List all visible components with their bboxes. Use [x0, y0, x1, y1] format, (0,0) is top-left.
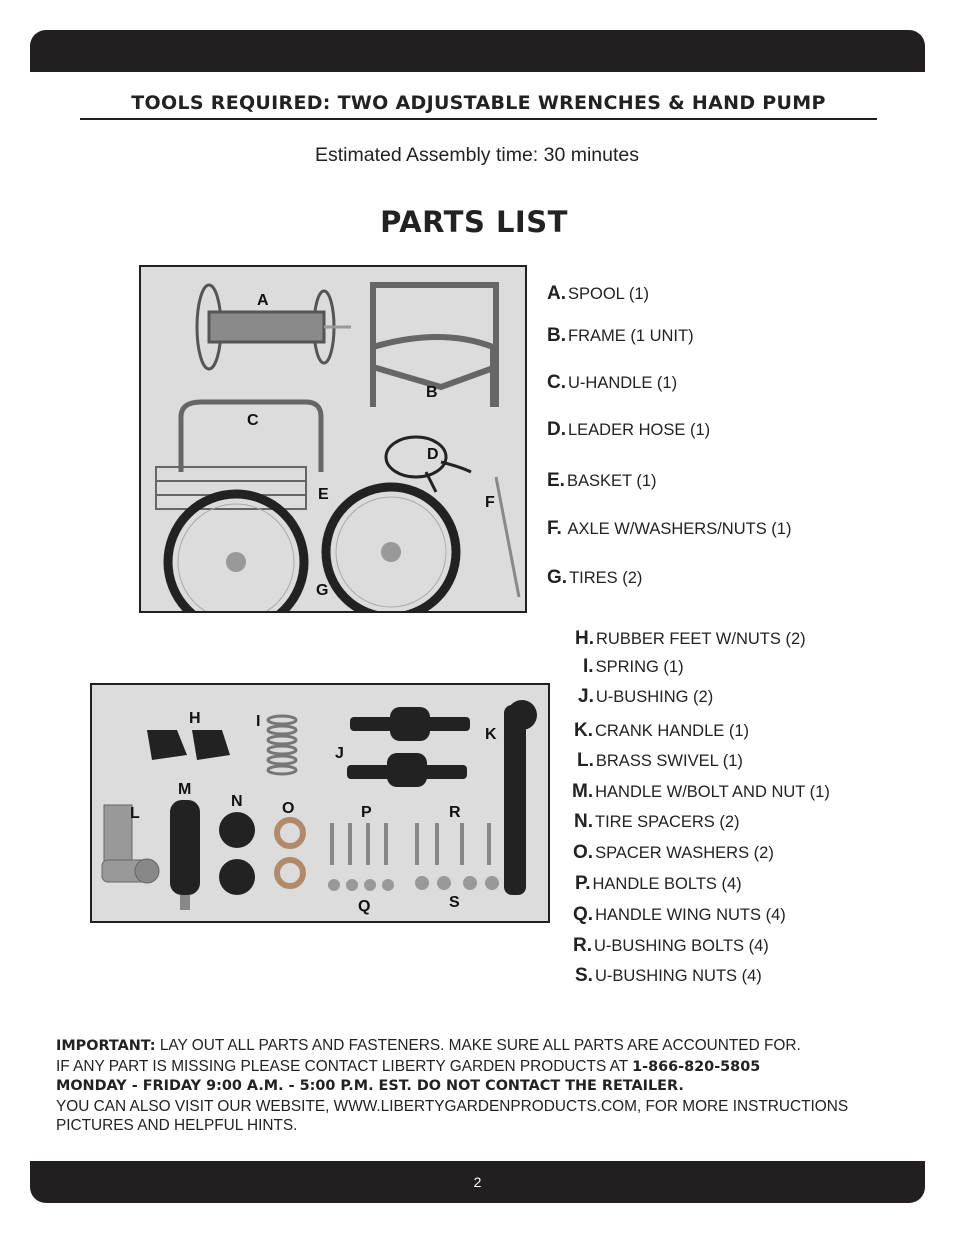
photo-label-b: B: [426, 384, 438, 401]
photo-label-n: N: [231, 793, 243, 810]
important-label: IMPORTANT:: [56, 1038, 156, 1054]
photo-label-j: J: [335, 745, 344, 762]
page-title: PARTS LIST: [380, 205, 568, 239]
photo-label-s: S: [449, 894, 460, 911]
photo-label-d: D: [427, 446, 439, 463]
part-item-b: B. FRAME (1 UNIT): [547, 325, 694, 346]
part-item-j: J. U-BUSHING (2): [578, 686, 714, 707]
part-item-d: D. LEADER HOSE (1): [547, 419, 711, 440]
photo-label-o: O: [282, 800, 295, 817]
part-item-r: R. U-BUSHING BOLTS (4): [573, 935, 769, 956]
part-item-q: Q. HANDLE WING NUTS (4): [573, 904, 786, 925]
part-item-i: I. SPRING (1): [583, 656, 684, 677]
part-item-n: N. TIRE SPACERS (2): [574, 811, 740, 832]
support-hours: MONDAY - FRIDAY 9:00 A.M. - 5:00 P.M. EST. DO NOT CONTACT THE RETAILER.: [56, 1078, 684, 1094]
estimated-time: Estimated Assembly time: 30 minutes: [314, 144, 640, 166]
footer-bar: [30, 1161, 925, 1203]
header-bar: [30, 30, 925, 72]
photo-label-m: M: [178, 781, 192, 798]
photo-label-p: P: [361, 804, 372, 821]
parts-photo-large: [139, 265, 527, 613]
page-number: 2: [473, 1174, 482, 1190]
part-item-o: O. SPACER WASHERS (2): [573, 842, 774, 863]
support-phone: 1-866-820-5805: [632, 1058, 761, 1075]
photo-label-q: Q: [358, 898, 371, 915]
part-item-f: F. AXLE W/WASHERS/NUTS (1): [547, 518, 792, 539]
photo-label-i: I: [256, 713, 261, 730]
photo-label-e: E: [318, 486, 329, 503]
photo-label-r: R: [449, 804, 461, 821]
part-item-k: K. CRANK HANDLE (1): [574, 720, 750, 741]
part-item-c: C. U-HANDLE (1): [547, 372, 678, 393]
parts-photo-hardware: [90, 683, 550, 923]
part-item-m: M. HANDLE W/BOLT AND NUT (1): [572, 781, 830, 802]
photo-label-f: F: [485, 494, 495, 511]
photo-label-k: K: [485, 726, 497, 743]
photo-label-a: A: [257, 292, 269, 309]
important-notice: IMPORTANT: LAY OUT ALL PARTS AND FASTENERS. MAKE SURE ALL PARTS ARE ACCOUNTED FOR. IF ANY PART IS MISSING PLEASE CONTACT LIBERTY GARDEN PRODUCTS AT 1-866-820-5805 MONDAY - FRIDAY 9:00 A.M. - 5:00 P.M. EST. DO NOT CONTACT THE RETAILER. YOU CAN ALSO VISIT OUR WEBSITE, WWW.LIBERTYGARDENPRODUCTS.COM, FOR MORE INSTRUCTIONS PICTURES AND HELPFUL HINTS.: [56, 1036, 916, 1136]
photo-label-l: L: [130, 805, 140, 822]
photo-label-g: G: [316, 582, 329, 599]
part-item-h: H. RUBBER FEET W/NUTS (2): [575, 628, 806, 649]
part-item-g: G. TIRES (2): [547, 567, 643, 588]
part-item-p: P. HANDLE BOLTS (4): [575, 873, 742, 894]
tools-required-heading: TOOLS REQUIRED: TWO ADJUSTABLE WRENCHES & HAND PUMP: [80, 92, 877, 120]
part-item-s: S. U-BUSHING NUTS (4): [575, 965, 762, 986]
photo-label-c: C: [247, 412, 259, 429]
photo-label-h: H: [189, 710, 201, 727]
part-item-l: L. BRASS SWIVEL (1): [577, 750, 743, 771]
part-item-a: A. SPOOL (1): [547, 283, 649, 304]
part-item-e: E. BASKET (1): [547, 470, 657, 491]
